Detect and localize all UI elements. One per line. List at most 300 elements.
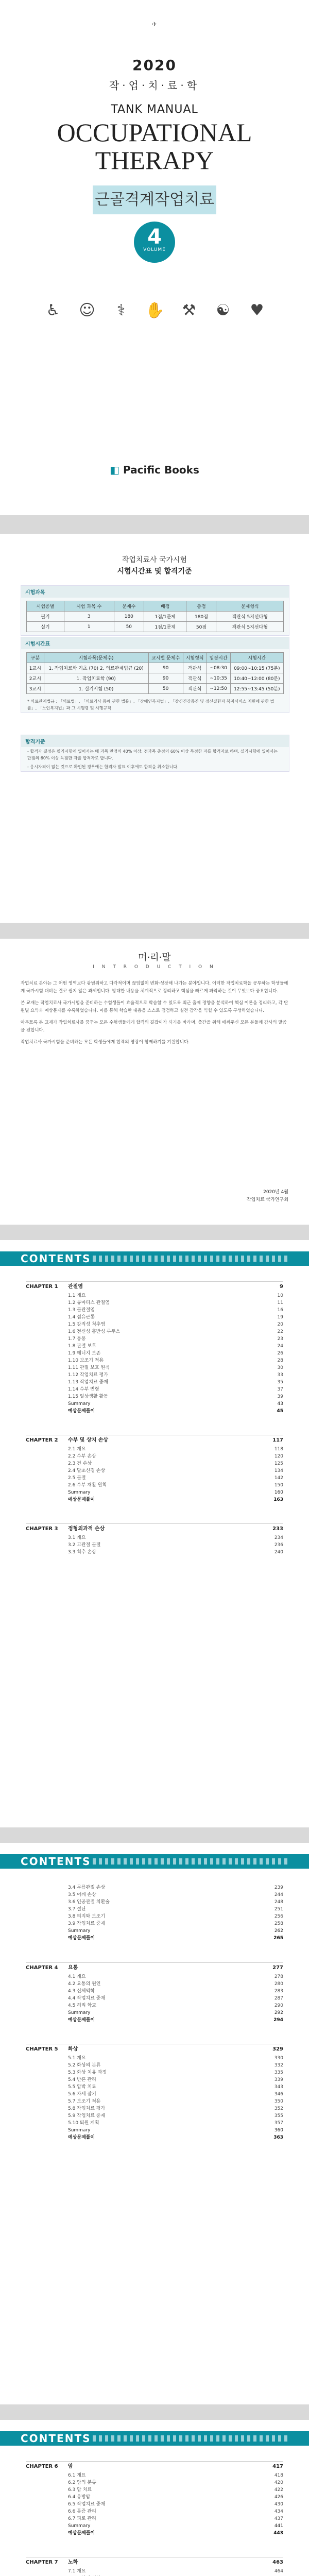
toc-entry[interactable] — [26, 1899, 283, 1906]
toc-entry-label: 3.3 척추 손상 — [68, 1550, 96, 1555]
toc-entry[interactable] — [26, 1371, 283, 1379]
toc-entry-page: 434 — [274, 2509, 283, 2514]
toc-entry-label: 1.10 보조기 적용 — [68, 1358, 104, 1363]
table-cell: ~08:30 — [207, 663, 230, 673]
table-cell: 1. 작업치료학 기초 (70) 2. 의료관계법규 (20) — [44, 663, 148, 673]
table-cell: 객관식 — [183, 684, 207, 694]
page-separator — [0, 1225, 309, 1240]
toc-entry-page: 278 — [274, 1974, 283, 1979]
chapter-title: 정형외과적 손상 — [68, 1526, 105, 1532]
decorative-dots — [93, 2435, 288, 2442]
chapter-block — [26, 1523, 283, 1556]
toc-entry-page: 37 — [277, 1387, 283, 1392]
toc-entry-page: 134 — [274, 1468, 283, 1473]
toc-entry-page: 248 — [274, 1900, 283, 1905]
toc-entry[interactable] — [26, 2120, 283, 2127]
preface-intro: I N T R O D U C T I O N — [93, 964, 216, 970]
toc-entry[interactable] — [26, 1453, 283, 1460]
table-cell: 180 — [114, 612, 144, 622]
toc-entry[interactable] — [26, 2002, 283, 2009]
table-header-cell: 문제수 — [114, 601, 144, 612]
toc-entry-label: 5.3 화상 치유 과정 — [68, 2070, 107, 2075]
toc-entry[interactable] — [26, 1884, 283, 1891]
preface-signature — [216, 1189, 288, 1204]
toc-entry-label: 2.2 수부 손상 — [68, 1454, 96, 1459]
cover-subtitle: 작·업·치·료·학 — [109, 79, 200, 92]
toc-summary[interactable] — [26, 2127, 283, 2134]
toc-entry-page: 420 — [274, 2480, 283, 2485]
volume-label: VOLUME — [143, 247, 166, 252]
toc-entry[interactable] — [26, 2098, 283, 2105]
chapter-title: 관절염 — [68, 1284, 83, 1290]
toc-entry-label: 3.4 무릎관절 손상 — [68, 1885, 106, 1890]
hand-icon: ✋ — [145, 301, 165, 319]
toc-entry-page: 357 — [274, 2121, 283, 2126]
table-cell: 1. 작업치료학 (90) — [44, 673, 148, 684]
publisher-text: Pacific Books — [123, 464, 199, 476]
toc-entry-page: 118 — [274, 1447, 283, 1452]
preface-page — [0, 939, 309, 1225]
toc-summary[interactable] — [26, 1400, 283, 1408]
chapter-heading[interactable] — [26, 2557, 283, 2568]
toc-summary-page: 441 — [274, 2523, 283, 2529]
table-cell: 50 — [114, 622, 144, 632]
chapter-page: 417 — [272, 2464, 283, 2469]
toc-practice-label: 예상문제풀이 — [68, 1409, 95, 1414]
timetable-label: 시험시간표 — [21, 637, 289, 649]
toc-entry[interactable] — [26, 1343, 283, 1350]
toc-entry[interactable] — [26, 1541, 283, 1549]
toc-entry-page: 30 — [277, 1365, 283, 1370]
table-row — [27, 684, 284, 694]
schedule-table — [26, 601, 284, 632]
page-separator — [0, 515, 309, 534]
toc-entry-page: 346 — [274, 2092, 283, 2097]
toc-practice-page: 265 — [273, 1936, 283, 1941]
toc-entry-label: 1.5 강직성 척추염 — [68, 1322, 106, 1327]
toc-entry-label: 2.1 개요 — [68, 1447, 86, 1452]
preface-paragraph: 아무쪼록 본 교재가 작업치료사를 꿈꾸는 모든 수험생들에게 합격의 길잡이가 되기를 바라며, 출간을 위해 애써주신 모든 분들께 감사의 말씀을 전합니다. — [21, 1020, 287, 1033]
toc-entry-page: 120 — [274, 1454, 283, 1459]
toc-entry-label: 3.2 고관절 골절 — [68, 1543, 101, 1548]
toc-practice[interactable] — [26, 2016, 283, 2024]
toc-entry-page: 355 — [274, 2113, 283, 2119]
toc-entry[interactable] — [26, 1350, 283, 1357]
toc-entry[interactable] — [26, 1920, 283, 1927]
contents-heading: CONTENTS — [21, 1855, 91, 1868]
chapter-heading[interactable] — [26, 1523, 283, 1534]
toc-summary-page: 160 — [274, 1490, 283, 1495]
chapter-title: 수부 및 상지 손상 — [68, 1437, 109, 1443]
toc-entry-page: 11 — [277, 1300, 283, 1306]
table-cell: 3교시 — [27, 684, 44, 694]
toc-summary-label: Summary — [68, 1928, 91, 1934]
cover-title-line2: THERAPY — [95, 146, 214, 175]
table-header-cell: 교시별 문제수 — [148, 653, 183, 663]
chapter-heading[interactable] — [26, 1435, 283, 1446]
toc-entry-label: 5.7 보조기 적용 — [68, 2099, 101, 2104]
toc-entry[interactable] — [26, 1906, 283, 1913]
table-cell: 1 — [64, 622, 114, 632]
toc-entry[interactable] — [26, 1460, 283, 1467]
toc-practice[interactable] — [26, 2134, 283, 2141]
toc-entry[interactable] — [26, 2055, 283, 2062]
toc-entry[interactable] — [26, 1467, 283, 1475]
toc-entry[interactable] — [26, 1364, 283, 1371]
toc-entry-label: 6.1 개요 — [68, 2473, 86, 2478]
table-cell: 90 — [148, 673, 183, 684]
therapist-icon: ☯ — [216, 301, 230, 319]
toc-practice[interactable] — [26, 1496, 283, 1503]
volume-number: 4 — [147, 225, 162, 249]
family-icon: ♥ — [250, 301, 264, 319]
toc-entry[interactable] — [26, 1335, 283, 1343]
toc-entry[interactable] — [26, 2472, 283, 2479]
toc-entry-page: 339 — [274, 2077, 283, 2082]
chapter-number: CHAPTER 1 — [26, 1284, 58, 1290]
toc-summary-page: 292 — [274, 2010, 283, 2015]
toc-practice-page: 363 — [273, 2135, 283, 2140]
toc-entry[interactable] — [26, 2494, 283, 2501]
toc-entry-label: 4.2 요통의 원인 — [68, 1981, 101, 1987]
table-header-cell: 시험형식 — [183, 653, 207, 663]
table-cell: 50 — [148, 684, 183, 694]
toc-entry-page: 352 — [274, 2106, 283, 2111]
toc-entry-label: 1.15 일상생활 활동 — [68, 1394, 108, 1399]
toc-entry-label: 1.4 섬유근통 — [68, 1315, 95, 1320]
table-cell: 180점 — [186, 612, 216, 622]
wheelchair-icon: ♿ — [46, 301, 60, 319]
chapter-number: CHAPTER 2 — [26, 1437, 58, 1443]
chapter-block — [26, 2557, 283, 2576]
toc-entry-page: 244 — [274, 1892, 283, 1897]
pass-note-1: - 합격자 결정은 필기시험에 있어서는 매 과목 만점의 40% 이상, 전과목 총점의 60% 이상 득점한 자를 합격자로 하며, 실기시험에 있어서는 만점의 60% 이상 득점한 자를 합격자로 합니다. — [27, 749, 278, 760]
toc-entry-page: 422 — [274, 2487, 283, 2493]
table-cell: ~10:35 — [207, 673, 230, 684]
publisher-logo-icon: ◧ — [110, 464, 123, 476]
toc-entry-label: 1.13 작업치료 중재 — [68, 1380, 108, 1385]
table-cell: 09:00~10:15 (75분) — [230, 663, 283, 673]
toc-entry[interactable] — [26, 1913, 283, 1920]
toc-summary-page: 360 — [274, 2128, 283, 2133]
toc-entry[interactable] — [26, 1307, 283, 1314]
toc-entry-label: 5.1 개요 — [68, 2056, 86, 2061]
table-cell: 객관식 — [183, 673, 207, 684]
person-icon: ☺ — [79, 301, 95, 319]
toc-entry-label: 1.14 수부 변형 — [68, 1387, 99, 1392]
chapter-page: 277 — [272, 1965, 283, 1971]
toc-practice-label: 예상문제풀이 — [68, 1936, 95, 1941]
toc-entry-label: 6.2 암의 분류 — [68, 2480, 96, 2485]
chapter-block — [26, 1962, 283, 2024]
page-separator — [0, 1827, 309, 1843]
toc-entry-label: 3.8 의지와 보조기 — [68, 1914, 106, 1919]
chapter-block — [26, 2461, 283, 2537]
chapter-title: 노화 — [68, 2560, 78, 2565]
toc-entry[interactable] — [26, 2479, 283, 2486]
toc-entry-page: 35 — [277, 1380, 283, 1385]
table-cell: 1교시 — [27, 663, 44, 673]
toc-practice[interactable] — [26, 1408, 283, 1415]
toc-entry-page: 426 — [274, 2495, 283, 2500]
table-header-cell: 시험종별 — [27, 601, 64, 612]
volume-badge — [134, 222, 175, 263]
toc-entry-label: 4.3 신체역학 — [68, 1989, 95, 1994]
toc-entry[interactable] — [26, 1299, 283, 1307]
chapter-number: CHAPTER 4 — [26, 1965, 58, 1971]
toc-summary-label: Summary — [68, 2523, 91, 2529]
toc-entry[interactable] — [26, 2069, 283, 2076]
toc-entry-page: 280 — [274, 1981, 283, 1987]
chapter-number: CHAPTER 5 — [26, 2046, 58, 2052]
table-cell: 필기 — [27, 612, 64, 622]
table-cell: 10:40~12:00 (80분) — [230, 673, 283, 684]
toc-entry[interactable] — [26, 1379, 283, 1386]
toc-summary[interactable] — [26, 2522, 283, 2530]
chapter-block — [26, 1435, 283, 1503]
chapter-title: 암 — [68, 2464, 73, 2469]
info-header-line2: 시험시간표 및 합격기준 — [117, 567, 192, 575]
toc-summary[interactable] — [26, 1927, 283, 1935]
toc-entry-page: 330 — [274, 2056, 283, 2061]
toc-entry[interactable] — [26, 2076, 283, 2083]
contents-heading: CONTENTS — [21, 1252, 91, 1265]
toc-entry-label: 1.11 관절 보호 원칙 — [68, 1365, 110, 1370]
toc-entry-page: 10 — [277, 1293, 283, 1298]
toc-entry-page: 343 — [274, 2084, 283, 2090]
walker-icon: ⚕ — [116, 301, 126, 319]
toc-entry[interactable] — [26, 2062, 283, 2069]
toc-entry[interactable] — [26, 2112, 283, 2120]
contents-band — [0, 1251, 309, 1266]
toc-entry-page: 251 — [274, 1907, 283, 1912]
table-row — [27, 663, 284, 673]
toc-entry[interactable] — [26, 1328, 283, 1335]
chapter-heading[interactable] — [26, 1281, 283, 1292]
preface-author: 작업치료 국가연구회 — [246, 1197, 288, 1202]
toc-entry-label: 1.7 통풍 — [68, 1336, 86, 1342]
toc-entry-page: 287 — [274, 1996, 283, 2001]
toc-practice[interactable] — [26, 2530, 283, 2537]
chapter-title: 요통 — [68, 1965, 78, 1971]
cover-title-line1: OCCUPATIONAL — [57, 118, 252, 147]
toc-entry-label: 4.4 작업치료 중재 — [68, 1996, 106, 2001]
toc-entry-label: 1.1 개요 — [68, 1293, 86, 1298]
toc-entry-page: 16 — [277, 1308, 283, 1313]
toc-entry[interactable] — [26, 1314, 283, 1321]
decorative-dots — [93, 1256, 288, 1262]
toc-entry-page: 240 — [274, 1550, 283, 1555]
toc-entry-page: 258 — [274, 1921, 283, 1926]
contents-page-3 — [0, 2420, 309, 2576]
toc-entry[interactable] — [26, 1995, 283, 2002]
chapter-heading[interactable] — [26, 1962, 283, 1973]
toc-entry-page: 236 — [274, 1543, 283, 1548]
table-header-cell: 배점 — [144, 601, 186, 612]
preface-date: 2020년 4월 — [263, 1190, 288, 1195]
toc-entry-page: 283 — [274, 1989, 283, 1994]
table-cell: 1. 실기시험 (50) — [44, 684, 148, 694]
toc-entry[interactable] — [26, 1475, 283, 1482]
toc-entry[interactable] — [26, 1973, 283, 1980]
table-header-cell: 시험과목(문제수) — [44, 653, 148, 663]
toc-practice-label: 예상문제풀이 — [68, 1497, 95, 1502]
toc-entry[interactable] — [26, 1891, 283, 1899]
toc-entry-page: 33 — [277, 1372, 283, 1378]
toc-entry-page: 23 — [277, 1336, 283, 1342]
toc-entry-label: 1.2 류마티스 관절염 — [68, 1300, 110, 1306]
table-cell: 객관식 5지선다형 — [216, 622, 284, 632]
toc-entry[interactable] — [26, 1446, 283, 1453]
toc-entry[interactable] — [26, 2508, 283, 2515]
toc-entry[interactable] — [26, 1321, 283, 1328]
toc-summary-label: Summary — [68, 1490, 91, 1495]
info-header-line1: 작업치료사 국가시험 — [122, 556, 187, 564]
table-cell: 3 — [64, 612, 114, 622]
toc-entry[interactable] — [26, 2091, 283, 2098]
timetable-table — [26, 652, 284, 694]
toc-entry-page: 142 — [274, 1476, 283, 1481]
timetable-note: * 의료관계법규 : 「의료법」, 「의료기사 등에 관한 법률」, 「장애인복지법」, 「장신건강증진 및 정신질환자 복지서비스 지원에 관한 법률」, 「노인복지법」과 그 시행령 및 시행규칙 — [27, 699, 274, 710]
toc-entry-page: 24 — [277, 1344, 283, 1349]
contents-page-1 — [0, 1240, 309, 1827]
toc-summary[interactable] — [26, 2009, 283, 2016]
pass-note-2: - 응시자격이 없는 것으로 확인된 경우에는 합격자 발표 이후에도 합격을 취소합니다. — [27, 765, 179, 769]
chapter-page: 329 — [272, 2046, 283, 2052]
toc-entry[interactable] — [26, 1386, 283, 1393]
table-header-row — [27, 601, 284, 612]
toc-practice-page: 163 — [273, 1497, 283, 1502]
toc-entry[interactable] — [26, 2486, 283, 2494]
table-header-cell: 시험 과목 수 — [64, 601, 114, 612]
table-header-cell: 시험시간 — [230, 653, 283, 663]
table-cell: 1점/1문제 — [144, 622, 186, 632]
chapter-title: 화상 — [68, 2046, 78, 2052]
toc-entry-label: 3.9 작업치료 중재 — [68, 1921, 106, 1926]
toc-entry-label: 6.6 통증 관리 — [68, 2509, 96, 2514]
top-logo-icon: ✈ — [151, 21, 158, 28]
toc-entry-label: 5.4 반흔 관리 — [68, 2077, 96, 2082]
table-cell: 객관식 — [183, 663, 207, 673]
toc-entry[interactable] — [26, 1393, 283, 1400]
contents-band — [0, 1854, 309, 1869]
toc-entry-label: 4.5 허리 학교 — [68, 2003, 96, 2008]
toc-entry-page: 150 — [274, 1483, 283, 1488]
chapter-heading[interactable] — [26, 2461, 283, 2472]
chapter-block — [26, 1884, 283, 1942]
toc-entry-page: 464 — [274, 2569, 283, 2574]
toc-entry[interactable] — [26, 2083, 283, 2091]
exercise-icon: ⚒ — [182, 301, 196, 319]
toc-entry-page: 239 — [274, 1885, 283, 1890]
contents-heading: CONTENTS — [21, 2432, 91, 2445]
toc-entry-label: 5.2 화상의 분류 — [68, 2063, 101, 2068]
chapter-page: 463 — [272, 2560, 283, 2565]
chapter-number: CHAPTER 3 — [26, 1526, 58, 1532]
preface-body — [21, 980, 288, 1050]
toc-summary-page: 43 — [277, 1401, 283, 1406]
toc-entry[interactable] — [26, 2105, 283, 2112]
toc-entry-page: 290 — [274, 2003, 283, 2008]
table-cell: 90 — [148, 663, 183, 673]
toc-entry-label: 5.10 퇴원 계획 — [68, 2121, 99, 2126]
exam-info-page — [0, 534, 309, 923]
table-header-row — [27, 653, 284, 663]
toc-entry-label: 1.9 에너지 보존 — [68, 1351, 101, 1356]
toc-practice-label: 예상문제풀이 — [68, 2135, 95, 2140]
toc-summary-label: Summary — [68, 2128, 91, 2133]
toc-entry-page: 20 — [277, 1322, 283, 1327]
preface-paragraph: 작업치료사 국가시험을 준비하는 모든 학생들에게 합격의 영광이 함께하기를 기원합니다. — [21, 1040, 190, 1045]
contents-band — [0, 2431, 309, 2446]
chapter-number: CHAPTER 7 — [26, 2560, 58, 2565]
toc-summary[interactable] — [26, 1489, 283, 1496]
toc-entry-label: 1.6 전신성 홍반성 루푸스 — [68, 1329, 121, 1334]
toc-entry-page: 335 — [274, 2070, 283, 2075]
toc-entry-label: 2.5 골절 — [68, 1476, 86, 1481]
toc-entry-page: 437 — [274, 2516, 283, 2521]
table-row — [27, 673, 284, 684]
pass-label: 합격기준 — [21, 735, 289, 747]
chapter-page: 9 — [280, 1284, 283, 1290]
schedule-box — [21, 585, 289, 636]
toc-entry-label: 2.4 말초신경 손상 — [68, 1468, 106, 1473]
toc-entry-label: 3.1 개요 — [68, 1535, 86, 1540]
toc-entry[interactable] — [26, 1549, 283, 1556]
table-cell: ~12:50 — [207, 684, 230, 694]
chapter-block — [26, 1281, 283, 1415]
toc-entry-label: 2.6 수부 재활 원칙 — [68, 1483, 107, 1488]
toc-summary-page: 262 — [274, 1928, 283, 1934]
table-cell: 실기 — [27, 622, 64, 632]
page-separator — [0, 923, 309, 939]
toc-entry-label: 5.8 작업치료 평가 — [68, 2106, 106, 2111]
toc-entry-label: 1.8 관절 보호 — [68, 1344, 96, 1349]
toc-entry[interactable] — [26, 1980, 283, 1988]
toc-entry[interactable] — [26, 2568, 283, 2575]
toc-entry[interactable] — [26, 1482, 283, 1489]
schedule-label: 시험과목 — [21, 586, 289, 598]
chapter-number: CHAPTER 6 — [26, 2464, 58, 2469]
toc-entry[interactable] — [26, 1534, 283, 1541]
toc-entry-label: 2.3 건 손상 — [68, 1461, 92, 1466]
cover-series: TANK MANUAL — [111, 103, 198, 116]
toc-entry-page: 28 — [277, 1358, 283, 1363]
toc-practice[interactable] — [26, 1935, 283, 1942]
decorative-dots — [93, 1858, 288, 1865]
toc-entry[interactable] — [26, 1357, 283, 1364]
table-cell: 12:55~13:45 (50분) — [230, 684, 283, 694]
toc-entry-label: 5.9 작업치료 중재 — [68, 2113, 106, 2119]
chapter-page: 117 — [272, 1437, 283, 1443]
table-row — [27, 622, 284, 632]
preface-paragraph: 작업치료 분야는 그 어떤 영역보다 광범위하고 다각적이며 끊임없이 변화·성장해 나가는 분야입니다. 이러한 작업치료학을 공부하는 학생들에게 국가시험 대비는 결코 쉽지 않은 과제입니다. 방대한 내용을 체계적으로 정리하고 핵심을 빠르게 파악하는 것이 무엇보다 중요합니다. — [21, 981, 288, 994]
cover-year: 2020 — [132, 57, 177, 74]
toc-entry[interactable] — [26, 2515, 283, 2522]
cover-icon-row — [41, 299, 268, 330]
toc-entry[interactable] — [26, 1988, 283, 1995]
toc-entry-page: 430 — [274, 2502, 283, 2507]
toc-practice-page: 45 — [277, 1409, 283, 1414]
toc-entry[interactable] — [26, 1292, 283, 1299]
toc-entry-label: 5.6 자세 잡기 — [68, 2092, 96, 2097]
toc-entry[interactable] — [26, 2501, 283, 2508]
toc-entry-label: 4.1 개요 — [68, 1974, 86, 1979]
cover-korean-title: 근골격계작업치료 — [93, 185, 216, 214]
toc-entry-label: 6.7 피로 관리 — [68, 2516, 96, 2521]
chapter-heading[interactable] — [26, 2044, 283, 2055]
page-separator — [0, 2404, 309, 2420]
